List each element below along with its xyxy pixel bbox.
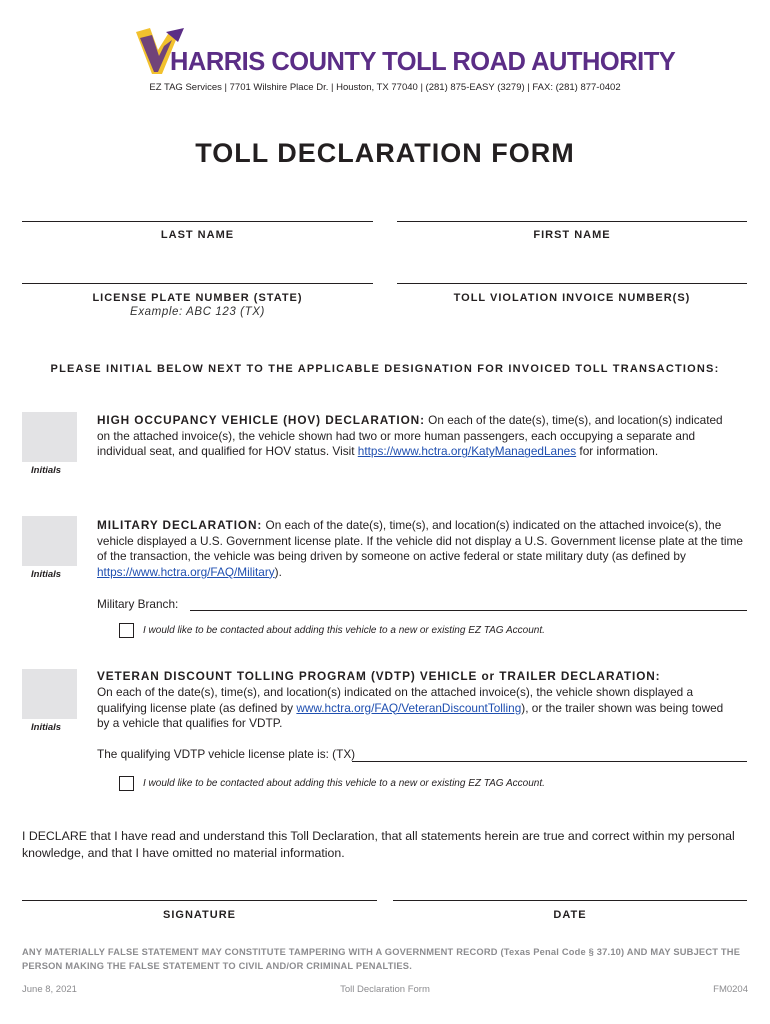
hov-initials-label: Initials <box>31 465 62 476</box>
hov-declaration <box>97 413 727 460</box>
date-field[interactable] <box>393 900 747 901</box>
org-name: HARRIS COUNTY TOLL ROAD AUTHORITY <box>170 48 676 76</box>
license-plate-example: Example: ABC 123 (TX) <box>130 306 265 318</box>
military-declaration <box>97 518 745 580</box>
last-name-label: LAST NAME <box>160 229 235 241</box>
hov-link[interactable]: https://www.hctra.org/KatyManagedLanes <box>357 444 577 459</box>
hctra-logo <box>128 26 676 78</box>
last-name-field[interactable] <box>22 221 373 222</box>
hov-body: On each of the date(s), time(s), and location(s) indicated on the attached invoice(s), the vehicle shown had two or more human passengers, each occupying a separate and individual seat, and qualified for HOV status. Visit <box>97 413 723 459</box>
vdtp-declaration <box>97 685 737 732</box>
military-tail: ). <box>274 564 282 579</box>
footer-title: Toll Declaration Form <box>340 984 430 995</box>
vdtp-initials-label: Initials <box>31 722 62 733</box>
military-body: On each of the date(s), time(s), and location(s) indicated on the attached invoice(s), the vehicle displayed a U.S. Government license plate. If the vehicle did not display a U.S. Government license plate at the time of the transaction, the vehicle was being driven by someone on active federal or state military duty (as defined by <box>97 518 743 564</box>
footer-form-code: FM0204 <box>713 984 748 995</box>
military-branch-label: Military Branch: <box>97 597 179 611</box>
vdtp-initials-box[interactable] <box>22 669 77 719</box>
hov-initials-box[interactable] <box>22 412 77 462</box>
invoice-number-label: TOLL VIOLATION INVOICE NUMBER(S) <box>453 292 691 304</box>
date-label: DATE <box>553 909 587 921</box>
military-contact-checkbox[interactable] <box>119 623 134 638</box>
license-plate-field[interactable] <box>22 283 373 284</box>
signature-label: SIGNATURE <box>163 909 236 921</box>
first-name-label: FIRST NAME <box>533 229 611 241</box>
vdtp-plate-label: The qualifying VDTP vehicle license plate is: (TX) <box>97 747 356 761</box>
first-name-field[interactable] <box>397 221 747 222</box>
invoice-number-field[interactable] <box>397 283 747 284</box>
vdtp-contact-label: I would like to be contacted about adding this vehicle to a new or existing EZ TAG Account. <box>143 778 545 789</box>
declaration-text: I DECLARE that I have read and understand this Toll Declaration, that all statements herein are true and correct within my personal knowledge, and that I have omitted no material information. <box>22 829 735 860</box>
vdtp-contact-checkbox[interactable] <box>119 776 134 791</box>
instructions: PLEASE INITIAL BELOW NEXT TO THE APPLICABLE DESIGNATION FOR INVOICED TOLL TRANSACTIONS: <box>50 363 720 375</box>
military-branch-field[interactable] <box>190 610 747 611</box>
vdtp-heading: VETERAN DISCOUNT TOLLING PROGRAM (VDTP) VEHICLE or TRAILER DECLARATION: <box>97 669 661 683</box>
military-initials-box[interactable] <box>22 516 77 566</box>
page-title: TOLL DECLARATION FORM <box>195 138 575 168</box>
footer-date: June 8, 2021 <box>22 984 77 995</box>
license-plate-label: LICENSE PLATE NUMBER (STATE) <box>92 292 303 304</box>
hov-tail: for information. <box>576 444 659 459</box>
military-initials-label: Initials <box>31 569 62 580</box>
signature-field[interactable] <box>22 900 377 901</box>
military-contact-label: I would like to be contacted about adding this vehicle to a new or existing EZ TAG Account. <box>143 625 545 636</box>
vdtp-plate-field[interactable] <box>352 761 747 762</box>
legal-warning: ANY MATERIALLY FALSE STATEMENT MAY CONSTITUTE TAMPERING WITH A GOVERNMENT RECORD (Texas Penal Code § 37.10) AND MAY SUBJECT THE PERSON MAKING THE FALSE STATEMENT TO CIVIL AND/OR CRIMINAL PENALTIES. <box>22 947 741 971</box>
vdtp-tail: ), or the trailer shown was being towed by a vehicle that qualifies for VDTP. <box>97 700 724 731</box>
contact-address: EZ TAG Services | 7701 Wilshire Place Dr. | Houston, TX 77040 | (281) 875-EASY (3279) | FAX: (281) 877-0402 <box>149 82 621 93</box>
vdtp-body: On each of the date(s), time(s), and location(s) indicated on the attached invoice(s), the vehicle shown displayed a qualifying license plate (as defined by <box>97 685 694 715</box>
hov-heading: HIGH OCCUPANCY VEHICLE (HOV) DECLARATION: <box>97 413 425 427</box>
military-link[interactable]: https://www.hctra.org/FAQ/Military <box>97 564 275 579</box>
vdtp-link[interactable]: www.hctra.org/FAQ/VeteranDiscountTolling <box>296 700 522 715</box>
military-heading: MILITARY DECLARATION: <box>97 518 263 532</box>
